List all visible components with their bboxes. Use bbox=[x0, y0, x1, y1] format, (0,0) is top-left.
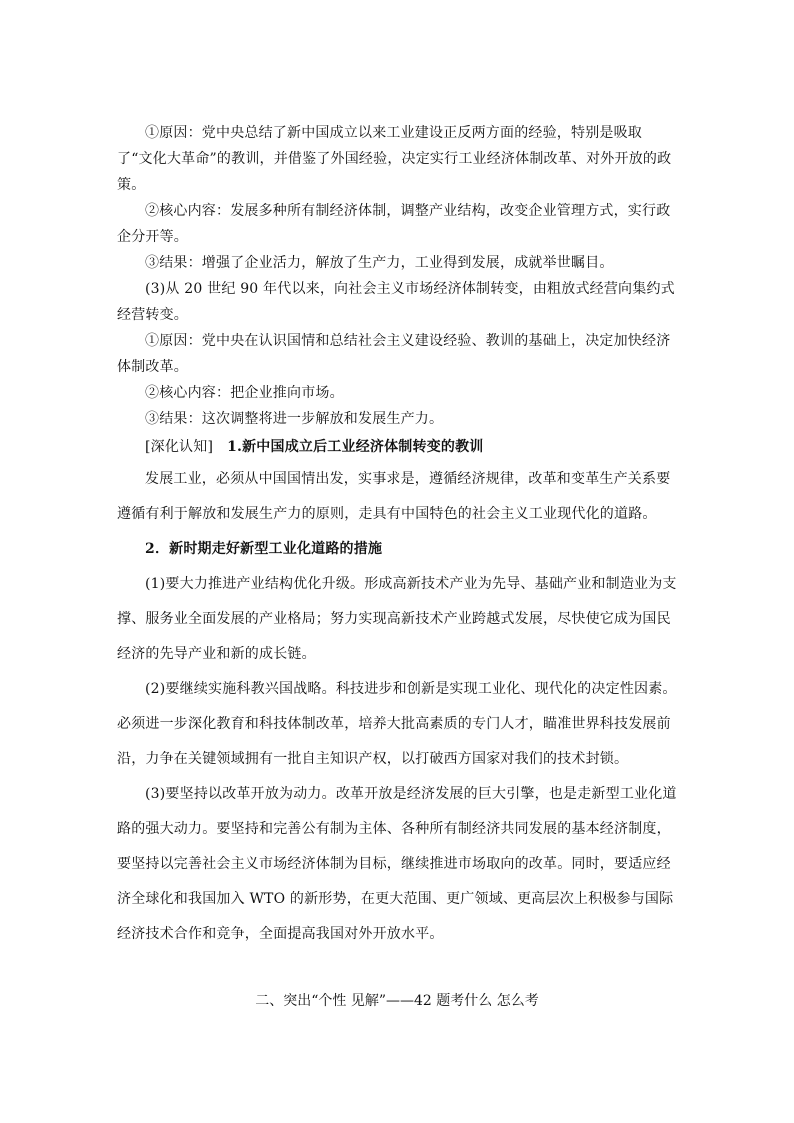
deepen-understanding-heading bbox=[117, 434, 677, 460]
paragraph-reason-2: ①原因：党中央在认识国情和总结社会主义建设经验、教训的基础上，决定加快经济体制改革。 bbox=[117, 333, 671, 375]
measures-heading: 2．新时期走好新型工业化道路的措施 bbox=[145, 541, 383, 557]
paragraph-core-content-2: ②核心内容：把企业推向市场。 bbox=[145, 385, 344, 401]
paragraph-reason-1: ①原因：党中央总结了新中国成立以来工业建设正反两方面的经验，特别是吸取了“文化大革命”的教训，并借鉴了外国经验，决定实行工业经济体制改革、对外开放的政策。 bbox=[117, 125, 672, 193]
paragraph-core-content-1: ②核心内容：发展多种所有制经济体制，调整产业结构，改变企业管理方式，实行政企分开等。 bbox=[117, 203, 671, 245]
deepen-understanding-tag: [深化认知] bbox=[145, 439, 214, 455]
paragraph-measure-2: (2)要继续实施科教兴国战略。科技进步和创新是实现工业化、现代化的决定性因素。必须进一步深化教育和科技体制改革，培养大批高素质的专门人才，瞄准世界科技发展前沿，力争在关键领域拥有一批自主知识产权，以打破西方国家对我们的技术封锁。 bbox=[117, 681, 677, 767]
paragraph-measure-1: (1)要大力推进产业结构优化升级。形成高新技术产业为先导、基础产业和制造业为支撑、服务业全面发展的产业格局；努力实现高新技术产业跨越式发展，尽快使它成为国民经济的先导产业和新的成长链。 bbox=[117, 576, 677, 662]
section-title: 二、突出“个性 见解”——42 题考什么 怎么考 bbox=[255, 993, 539, 1009]
paragraph-result-1: ③结果：增强了企业活力，解放了生产力，工业得到发展，成就举世瞩目。 bbox=[145, 255, 614, 271]
paragraph-lesson: 发展工业，必须从中国国情出发，实事求是，遵循经济规律，改革和变革生产关系要遵循有利于解放和发展生产力的原则，走具有中国特色的社会主义工业现代化的道路。 bbox=[117, 471, 671, 522]
paragraph-result-2: ③结果：这次调整将进一步解放和发展生产力。 bbox=[145, 411, 444, 427]
lesson-heading: 1.新中国成立后工业经济体制转变的教训 bbox=[227, 439, 484, 455]
paragraph-measure-3: (3)要坚持以改革开放为动力。改革开放是经济发展的巨大引擎，也是走新型工业化道路的强大动力。要坚持和完善公有制为主体、各种所有制经济共同发展的基本经济制度，要坚持以完善社会主义市场经济体制为目标，继续推进市场取向的改革。同时，要适应经济全球化和我国加入 WTO 的新形势，在更大范围、更广领域、更高层次上积极参与国际经济技术合作和竞争，全面提高我国对外开放水平。 bbox=[117, 786, 677, 942]
document-body bbox=[117, 120, 677, 952]
paragraph-section-3: (3)从 20 世纪 90 年代以来，向社会主义市场经济体制转变，由粗放式经营向集约式经营转变。 bbox=[117, 281, 675, 323]
